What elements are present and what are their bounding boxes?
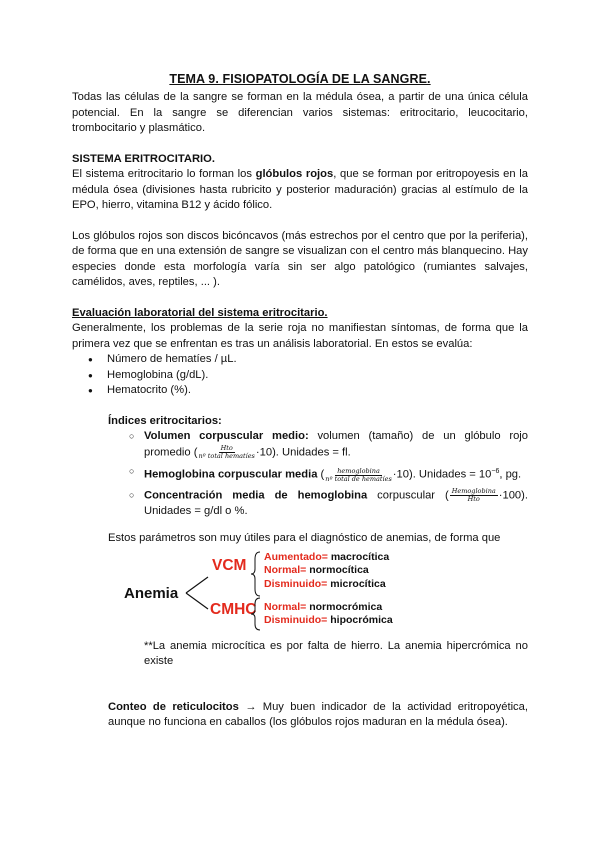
- indices-list: [129, 429, 528, 519]
- bold-term: glóbulos rojos: [255, 168, 334, 180]
- list-item-vcm: ○ Volumen corpuscular medio: volumen (tamaño) de un glóbulo rojo promedio ( $\frac{\text{Hto}}{\text{nº total hematíes}}$ ·10). Unidades = fl.: [129, 429, 528, 460]
- list-item: Disminuido= hipocrómica: [264, 614, 393, 627]
- chcm-label: CMHC: [210, 600, 257, 618]
- evaluation-list: [72, 352, 528, 399]
- intro-paragraph: Todas las células de la sangre se forman en la médula ósea, a partir de una única célula potencial. En la sangre se diferencian varios sistemas: eritrocitario, leucocitario, trombocitario y plasmático.: [72, 91, 528, 134]
- list-item: Normal= normocítica: [264, 564, 369, 577]
- page-title: TEMA 9. FISIOPATOLOGÍA DE LA SANGRE.: [169, 72, 431, 86]
- list-item: ● Número de hematíes / µL.: [88, 352, 528, 368]
- anemia-label: Anemia: [124, 584, 179, 602]
- section1-paragraph-2: Los glóbulos rojos son discos bicóncavos (más estrechos por el centro que por la periferia), de forma que en una extensión de sangre se visualizan con el centro más blanquecino. Hay especies donde esta morfología varía sin ser algo patológico (rumiantes salvajes, camélidos, aves, reptiles, ... ).: [72, 229, 528, 288]
- list-item-chcm: ○ Concentración media de hemoglobina corpuscular ( $\frac{\text{Hemoglobina}}{\text{Hto}}$ ·100). Unidades = g/dl o %.: [129, 488, 528, 519]
- chcm-classification-list: [264, 601, 393, 628]
- document-page: [72, 72, 528, 731]
- evaluation-paragraph: Generalmente, los problemas de la serie roja no manifiestan síntomas, de forma que la primera vez que se enfrentan es tras un análisis laboratorial. En estos se evalúa:: [72, 322, 528, 350]
- evaluation-heading: Evaluación laboratorial del sistema eritrocitario.: [72, 306, 328, 319]
- note-paragraph: **La anemia microcítica es por falta de hierro. La anemia hipercrómica no existe: [144, 639, 528, 668]
- list-item: Normal= normocrómica: [264, 600, 383, 613]
- list-item: Aumentado= macrocítica: [264, 550, 390, 563]
- vcm-brace-icon: [250, 551, 262, 597]
- list-item: ● Hematocrito (%).: [88, 383, 528, 399]
- anemia-diagram: [124, 551, 528, 635]
- section1-paragraph-1: El sistema eritrocitario lo forman los glóbulos rojos, que se forman por eritropoyesis en la médula ósea (divisiones hasta rubricito y posterior maduración) gracias al estímulo de la EPO, hierro, vitamina B12 y ácido fólico.: [72, 168, 528, 211]
- params-paragraph: Estos parámetros son muy útiles para el diagnóstico de anemias, de forma que: [108, 532, 501, 545]
- fraction: $\frac{\text{hemoglobina}}{\text{nº total de hematíes}}$: [325, 466, 392, 483]
- indices-heading: Índices eritrocitarios:: [108, 414, 222, 427]
- list-item: ● Hemoglobina (g/dL).: [88, 368, 528, 384]
- chcm-brace-icon: [250, 597, 262, 631]
- vcm-label: VCM: [212, 556, 247, 574]
- fraction: $\frac{\text{Hto}}{\text{nº total hematíes}}$: [198, 443, 255, 460]
- list-item: Disminuido= microcítica: [264, 577, 386, 590]
- reticulocytes-paragraph: Conteo de reticulocitos → Muy buen indicador de la actividad eritropoyética, aunque no funciona en caballos (los glóbulos rojos maduran en la médula ósea).: [108, 700, 528, 729]
- fraction: $\frac{\text{Hemoglobina}}{\text{Hto}}$: [451, 486, 496, 503]
- vcm-classification-list: [264, 551, 389, 592]
- section-heading-eritrocitario: SISTEMA ERITROCITARIO.: [72, 152, 215, 165]
- list-item-hcm: ○ Hemoglobina corpuscular media ( $\frac{\text{hemoglobina}}{\text{nº total de hematíes}}$ ·10). Unidades = $10^{-6}$, pg.: [129, 464, 528, 483]
- branch-arrows-icon: [182, 573, 212, 613]
- indices-block: [108, 414, 528, 731]
